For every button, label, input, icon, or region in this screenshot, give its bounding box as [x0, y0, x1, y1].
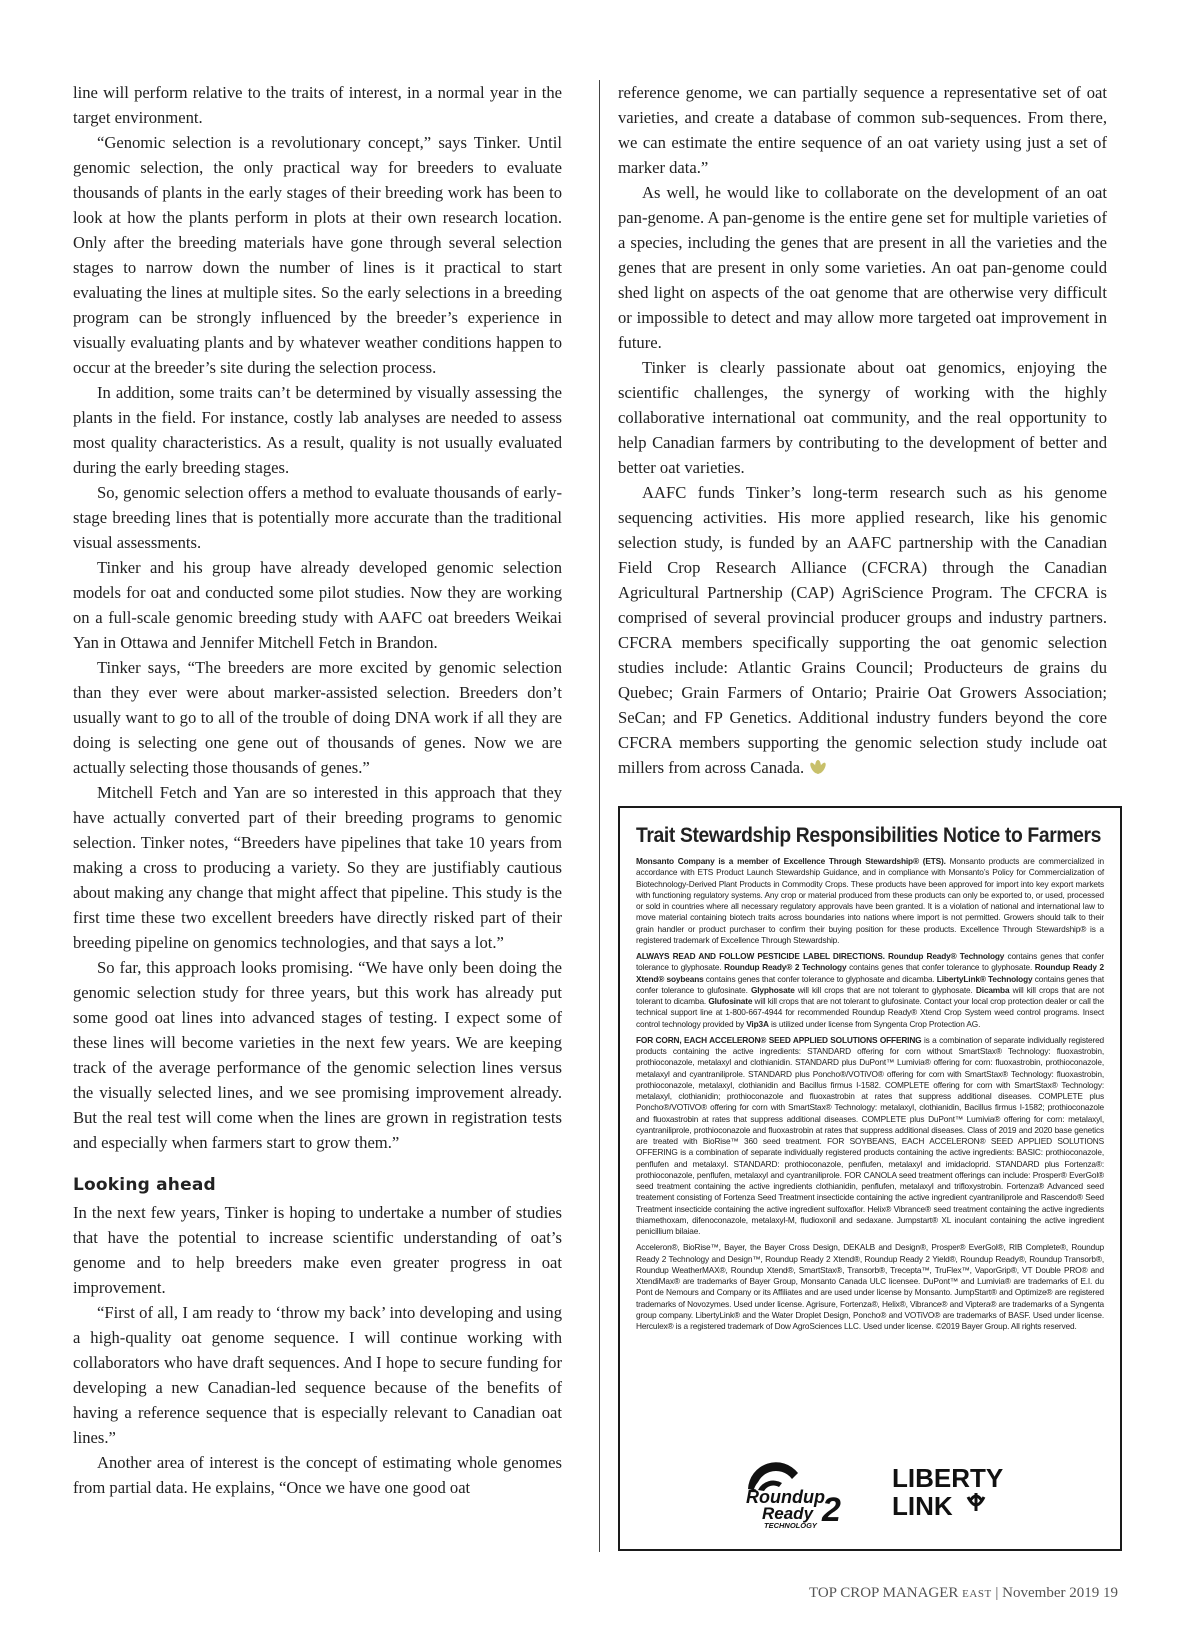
water-droplet-icon: [968, 1493, 984, 1511]
notice-bold: Vip3A: [746, 1018, 769, 1029]
notice-bold: Dicamba: [975, 984, 1010, 995]
notice-paragraph: [636, 1035, 1104, 1238]
notice-text: Monsanto products are commercialized in accordance with ETS Product Launch Stewardship Guidance, and in compliance with Monsanto’s Policy for Commercialization of Biotechnology-Derived Plant Products in Commodity Crops. These products have been approved for import into key export markets with functioning regulatory systems. Any crop or material produced from these products can only be exported to, or used, processed or sold in countries where all necessary regulatory approvals have been granted. It is a violation of national and international law to move material containing biotech traits across boundaries into nations where import is not permitted. Growers should talk to their grain handler or product purchaser to confirm their buying position for these products. Excellence Through Stewardship® is a registered trademark of Excellence Through Stewardship.: [636, 856, 1104, 945]
paragraph: Another area of interest is the concept of estimating whole genomes from partial data. He explains, “Once we have one good oat: [73, 1453, 562, 1497]
paragraph: Tinker says, “The breeders are more excited by genomic selection than they ever were about marker-assisted selection. Breeders don’t usually want to go to all of the trouble of doing DNA work if all they are doing is selecting one gene out of thousands of genes. Now we are actually selecting those thousands of genes.”: [73, 658, 562, 777]
section-heading: Looking ahead: [73, 1175, 216, 1195]
notice-text: is utilized under license from Syngenta Crop Protection AG.: [768, 1018, 981, 1029]
notice-lead: ALWAYS READ AND FOLLOW PESTICIDE LABEL DIRECTIONS. Roundup Ready® Technology: [636, 951, 1005, 961]
paragraph: As well, he would like to collaborate on the development of an oat pan-genome. A pan-genome is the entire gene set for multiple varieties of a species, including the genes that are present in all the varieties and the genes that are present in only some varieties. An oat pan-genome could shed light on aspects of the oat genome that are otherwise very difficult or impossible to detect and may allow more targeted oat improvement in future.: [618, 183, 1107, 352]
notice-lead: Monsanto Company is a member of Excellence Through Stewardship® (ETS).: [636, 856, 946, 866]
notice-text: contains genes that confer tolerance to glyphosate.: [636, 951, 1104, 973]
roundup-ready-2-logo: [740, 1459, 880, 1529]
page-footer: [809, 1585, 1118, 1602]
notice-bold: Roundup Ready® 2 Technology: [724, 962, 847, 973]
column-divider: [599, 80, 600, 1552]
notice-bold: Glufosinate: [708, 996, 753, 1006]
paragraph: So, genomic selection offers a method to evaluate thousands of early-stage breeding lines that is potentially more accurate than the traditional visual assessments.: [73, 483, 562, 552]
paragraph: So far, this approach looks promising. “We have only been doing the genomic selection study for three years, but this work has already put some good oat lines into advanced stages of testing. I expect some of these lines will become varieties in the next few years. We are keeping track of the average performance of the genomic selection lines versus the visually selected lines, and we see promising improvement already. But the real test will come when the lines are grown in registration tests and especially when farmers start to grow them.”: [73, 958, 562, 1152]
logo-row: [620, 1459, 1120, 1529]
notice-lead: FOR CORN, EACH ACCELERON® SEED APPLIED SOLUTIONS OFFERING: [636, 1034, 922, 1045]
notice-text: contains genes that confer tolerance to glufosinate.: [636, 973, 1105, 995]
notice-text: is a combination of separate individually registered products containing the active ingredients: STANDARD offering for corn without SmartStax® Technology: fluoxastrobin, prothioconazole, metalaxyl and clothianidin. STANDARD plus DuPont™ Lumivia® offering for corn: fluoxastrobin, prothioconazole, metalaxyl and cyantraniliprole. STANDARD plus Poncho®/VOTiVO® offering for corn with SmartStax® Technology: fluoxastrobin, prothioconazole, metalaxyl, clothianidin and Bacillus firmus I-1582. COMPLETE offering for corn with SmartStax® Technology: metalaxyl, clothianidin; prothioconazole and fluoxastrobin at rates that suppress additional diseases. COMPLETE plus Poncho®/VOTiVO® offering for corn with SmartStax® Technology: metalaxyl, clothianidin, Bacillus firmus I-1582; prothioconazole and fluoxastrobin at rates that suppress additional diseases. COMPLETE plus DuPont™ Lumivia® offering for corn: metalaxyl, cyantraniliprole, prothioconazole and fluoxastrobin at rates that suppress additional diseases. Class of 2019 and 2020 base genetics are treated with BioRise™ 360 seed treatment. FOR SOYBEANS, EACH ACCELERON® SEED APPLIED SOLUTIONS OFFERING is a combination of separate individually registered products containing the active ingredients: BASIC: prothioconazole, penflufen and metalaxyl. STANDARD: prothioconazole, penflufen, metalaxyl and imidacloprid. STANDARD plus Fortenza®: prothioconazole, penflufen, metalaxyl and cyantraniliprole. FOR CANOLA seed treatment offerings can include: Prosper® EverGol® seed treatment containing the active ingredients clothianidin, penflufen, metalaxyl and trifloxystrobin. Fortenza® Advanced seed treatement consisting of Fortenza Seed Treatment insecticide containing the active ingredient cyantraniliprole and Rascendo® Seed Treatment insecticide containing the active ingredient sulfoxaflor. Helix® Vibrance® seed treatment containing the active ingredients thiamethoxam, difenoconazole, metalaxyl-M, fludioxonil and sedaxane. Jumpstart® XL inoculant containing the active ingredient penicillium bilaiae.: [636, 1034, 1104, 1236]
logo-technology: TECHNOLOGY: [764, 1521, 817, 1529]
paragraph: Tinker is clearly passionate about oat genomics, enjoying the scientific challenges, the synergy of working with the highly collaborative international oat community, and the real opportunity to help Canadian farmers by contributing to the development of better and better oat varieties.: [618, 358, 1107, 477]
left-column: [73, 80, 562, 1500]
paragraph: “First of all, I am ready to ‘throw my back’ into developing and using a high-quality oat genome sequence. I will continue working with collaborators who have draft sequences. And I hope to secure funding for developing a new Canadian-led sequence because of the benefits of having a reference sequence that is especially relevant to Canadian oat lines.”: [73, 1303, 562, 1447]
footer-region: EAST: [962, 1588, 992, 1600]
footer-magazine: TOP CROP MANAGER: [808, 1585, 959, 1601]
paragraph: Mitchell Fetch and Yan are so interested in this approach that they have actually converted part of their breeding programs to genomic selection. Tinker notes, “Breeders have pipelines that take 10 years from making a cross to producing a variety. So they are justifiably cautious about making any change that might affect that pipeline. This study is the first time these two excellent breeders have directly risked part of their breeding pipeline on genomics technologies, and that says a lot.”: [73, 783, 562, 952]
notice-trademarks: Acceleron®, BioRise™, Bayer, the Bayer Cross Design, DEKALB and Design®, Prosper® EverGol®, RIB Complete®, Roundup Ready 2 Technology and Design™, Roundup Ready 2 Xtend®, Roundup Ready 2 Yield®, Roundup Ready®, Roundup Transorb®, Roundup WeatherMAX®, Roundup Xtend®, SmartStax®, Transorb®, Trecepta™, TruFlex™, VaporGrip®, VT Double PRO® and XtendiMax® are trademarks of Bayer Group, Monsanto Canada ULC licensee. DuPont™ and Lumivia® are trademarks of E.I. du Pont de Nemours and Company or its Affiliates and are used under license by Monsanto. JumpStart® and Optimize® are registered trademarks of Novozymes. Used under license. Agrisure, Fortenza®, Helix®, Vibrance® and Viptera® are trademarks of a Syngenta group company. LibertyLink® and the Water Droplet Design, Poncho® and VOTiVO® are trademarks of BASF. Used under license. Herculex® is a registered trademark of Dow AgroSciences LLC. Used under license. ©2019 Bayer Group. All rights reserved.: [636, 1242, 1104, 1331]
notice-bold: Glyphosate: [750, 984, 795, 995]
trait-stewardship-notice: [618, 806, 1122, 1551]
end-mark-leaf-icon: [808, 759, 828, 775]
logo-roundup-word: Roundup: [746, 1487, 825, 1507]
paragraph: In addition, some traits can’t be determined by visually assessing the plants in the field. For instance, costly lab analyses are needed to assess most quality characteristics. As a result, quality is not usually evaluated during the early breeding stages.: [73, 383, 562, 477]
notice-text: will kill crops that are not tolerant to dicamba.: [636, 984, 1104, 1006]
notice-bold: Roundup Ready 2 Xtend® soybeans: [636, 962, 1105, 984]
paragraph: reference genome, we can partially sequence a representative set of oat varieties, and create a database of common sub-sequences. From there, we can estimate the entire sequence of an oat variety using just a set of marker data.”: [618, 83, 1107, 177]
paragraph: “Genomic selection is a revolutionary concept,” says Tinker. Until genomic selection, the only practical way for breeders to evaluate thousands of plants in the early stages of their breeding work has been to look at how the plants perform in plots at their own research location. Only after the breeding materials have gone through several selection stages to narrow down the number of lines is it practical to start evaluating the lines at multiple sites. So the early selections in a breeding program can be strongly influenced by the breeder’s experience in visually evaluating plants and by whatever weather conditions happen to occur at the breeder’s site during the selection process.: [73, 133, 562, 377]
notice-text: contains genes that confer tolerance to glyphosate and dicamba.: [703, 973, 937, 984]
notice-bold: LibertyLink® Technology: [936, 973, 1033, 984]
logo-two: 2: [822, 1491, 841, 1529]
paragraph: Tinker and his group have already developed genomic selection models for oat and conducted some pilot studies. Now they are working on a full-scale genomic breeding study with AAFC oat breeders Weikai Yan in Ottawa and Jennifer Mitchell Fetch in Brandon.: [73, 558, 562, 652]
notice-text: contains genes that confer tolerance to glyphosate.: [846, 962, 1035, 973]
paragraph: In the next few years, Tinker is hoping to undertake a number of studies that have the potential to increase scientific understanding of oat’s genome and to help breeders make even greater progress in oat improvement.: [73, 1203, 562, 1297]
notice-title: Trait Stewardship Responsibilities Notice to Farmers: [636, 824, 1102, 847]
notice-text: will kill crops that are not tolerant to glyphosate.: [794, 984, 976, 995]
logo-link-word: LINK: [892, 1491, 953, 1521]
notice-text: will kill crops that are not tolerant to glufosinate. Contact your local crop protection dealer or call the technical support line at 1-800-667-4944 for recommended Roundup Ready® Xtend Crop System weed control programs. Insect control technology provided by: [636, 996, 1104, 1029]
page-number: 19: [1103, 1585, 1118, 1601]
logo-liberty-word: LIBERTY: [892, 1463, 1004, 1493]
logo-ready-word: Ready: [762, 1504, 814, 1523]
liberty-link-logo: [892, 1461, 1022, 1521]
paragraph: [618, 480, 1107, 780]
right-column: [618, 80, 1107, 780]
notice-paragraph: [636, 951, 1104, 1030]
footer-issue: | November 2019: [995, 1585, 1100, 1601]
paragraph: line will perform relative to the traits of interest, in a normal year in the target environment.: [73, 83, 562, 127]
paragraph-text: AAFC funds Tinker’s long-term research such as his genome sequencing activities. His more applied research, like his genomic selection study, is funded by an AAFC partnership with the Canadian Field Crop Research Alliance (CFCRA) through the Canadian Agricultural Partnership (CAP) AgriScience Program. The CFCRA is comprised of several provincial producer groups and industry partners. CFCRA members specifically supporting the oat genomic selection studies include: Atlantic Grains Council; Producteurs de grains du Quebec; Grain Farmers of Ontario; Prairie Oat Growers Association; SeCan; and FP Genetics. Additional industry funders beyond the core CFCRA members supporting the genomic selection study include oat millers from across Canada.: [618, 483, 1107, 777]
notice-paragraph: [636, 856, 1104, 946]
